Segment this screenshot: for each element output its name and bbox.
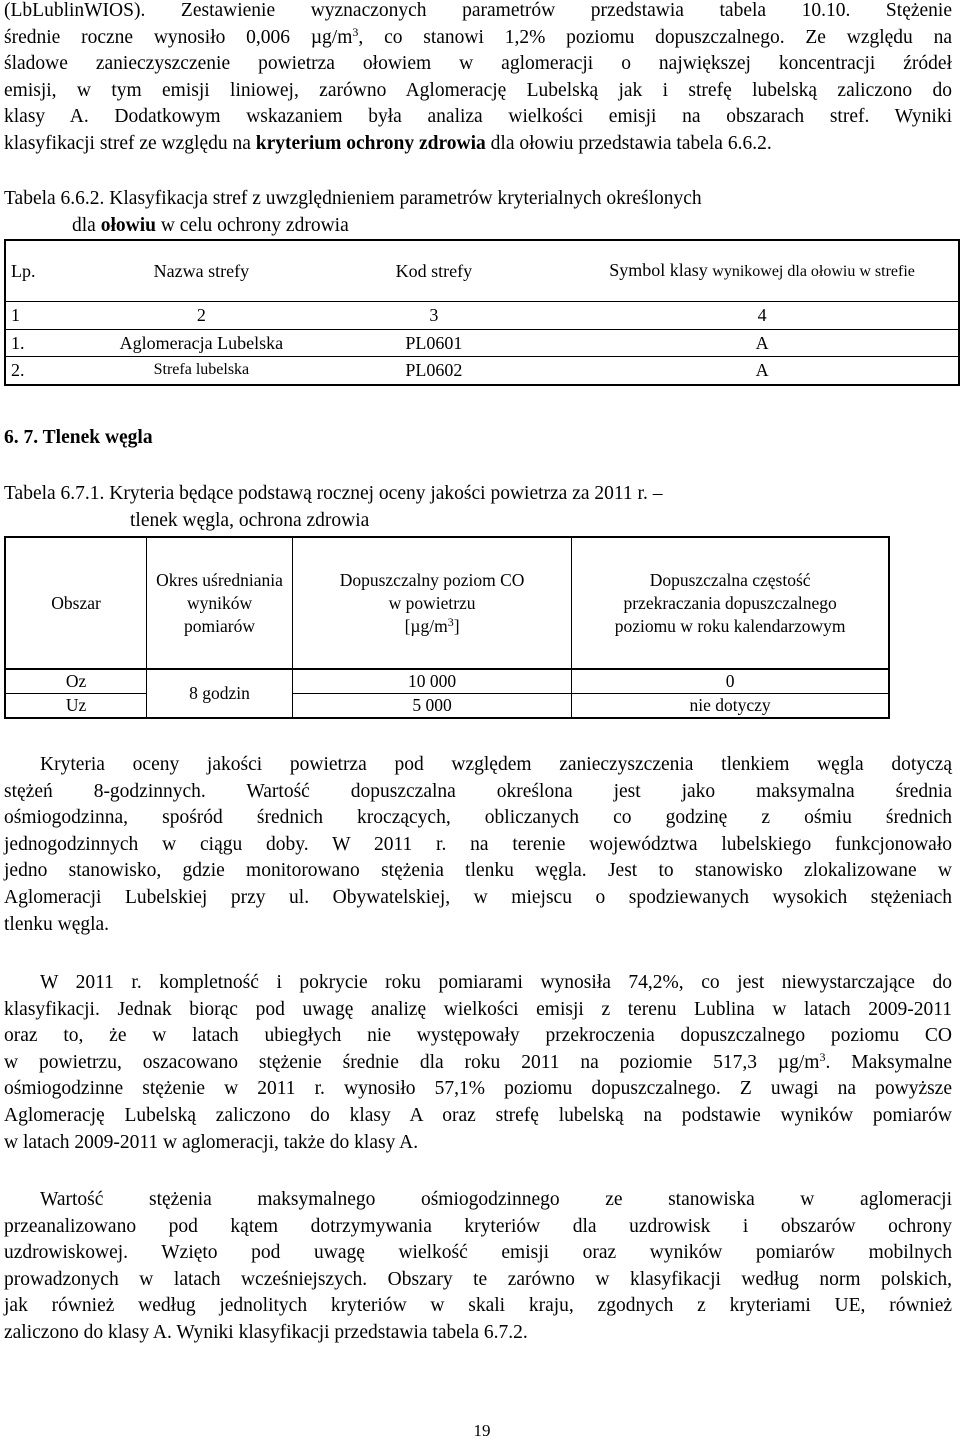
section-heading: 6. 7. Tlenek węgla	[4, 427, 153, 448]
text-line: jak również według jednolitych kryteriów w skali kraju, zgodnych z kryteriami UE, również	[4, 1295, 952, 1317]
text-line: Aglomeracji Lubelskiej przy ul. Obywatelskiej, w miejscu o spodziewanych wysokich stężeniach	[4, 886, 952, 908]
text-line: przeanalizowano pod kątem dotrzymywania kryteriów dla uzdrowisk i obszarów ochrony	[4, 1215, 952, 1237]
table-cell: 2	[101, 302, 301, 330]
paragraph-2	[4, 970, 952, 1156]
table-cell: 4	[566, 302, 959, 330]
table-row	[5, 357, 959, 385]
table-row	[5, 669, 889, 694]
table-cell: Strefa lubelska	[101, 357, 301, 385]
table-cell: 10 000	[292, 669, 571, 694]
text-line: W 2011 r. kompletność i pokrycie roku pomiarami wynosiła 74,2%, co jest niewystarczające do	[40, 972, 952, 993]
text-line: zaliczono do klasy A. Wyniki klasyfikacji przedstawia tabela 6.7.2.	[4, 1321, 528, 1343]
table-cell: Uz	[65, 695, 87, 715]
text-line: tlenku węgla.	[4, 913, 110, 935]
table-cell: 1	[5, 302, 101, 330]
table-cell: A	[566, 329, 959, 357]
table-cell: Aglomeracja Lubelska	[101, 329, 301, 357]
text-line: jedno stanowisko, gdzie monitorowano stężenia tlenku węgla. Jest to stanowisko zlokalizowane w	[4, 860, 952, 882]
text-line: Wartość stężenia maksymalnego ośmiogodzinnego ze stanowiska w aglomeracji	[40, 1189, 952, 1210]
table1-caption-line2: dla ołowiu w celu ochrony zdrowia	[72, 214, 349, 236]
table-row	[5, 329, 959, 357]
page-number: 19	[473, 1421, 491, 1440]
table2-caption-line2: tlenek węgla, ochrona zdrowia	[130, 509, 370, 531]
table1-caption	[4, 186, 702, 239]
intro-line-4: emisji, w tym emisji liniowej, zarówno Aglomerację Lubelską jak i strefę lubelską zaliczono do	[4, 79, 952, 101]
header-zone-code: Kod strefy	[395, 260, 473, 281]
table-cell: 8 godzin	[147, 669, 293, 718]
table2-header-row	[5, 537, 889, 669]
text-line: jednogodzinnych w ciągu doby. W 2011 r. na terenie województwa lubelskiego funkcjonowało	[4, 833, 952, 855]
table1-number-row	[5, 302, 959, 330]
co-criteria-table	[4, 536, 890, 719]
table-cell: PL0602	[302, 357, 567, 385]
table-cell: Oz	[5, 669, 147, 694]
text-line: ośmiogodzinne stężenie w 2011 r. wynosiło 57,1% poziomu dopuszczalnego. Z uwagi na powyższe	[4, 1078, 952, 1100]
table-cell: nie dotyczy	[572, 694, 889, 719]
text-line: w powietrzu, oszacowano stężenie średnie dla roku 2011 na poziomie 517,3 $\mu g/m^3$. Maksymalne	[4, 1049, 952, 1073]
table-row	[5, 694, 889, 719]
table-cell: 3	[302, 302, 567, 330]
text-line: w latach 2009-2011 w aglomeracji, także do klasy A.	[4, 1131, 419, 1153]
table-cell: A	[566, 357, 959, 385]
table-cell: 2.	[5, 357, 101, 385]
lead-classification-table	[4, 239, 960, 386]
header-exceedance-frequency: Dopuszczalna częstość przekraczania dopuszczalnego poziomu w roku kalendarzowym	[572, 537, 889, 669]
table1-header-row	[5, 240, 959, 302]
table-cell: 1.	[5, 329, 101, 357]
intro-paragraph	[4, 0, 952, 158]
paragraph-1	[4, 752, 952, 938]
paragraph-3	[4, 1187, 952, 1347]
table-cell: PL0601	[302, 329, 567, 357]
text-line: stężeń 8-godzinnych. Wartość dopuszczalna określona jest jako maksymalna średnia	[4, 780, 952, 802]
intro-line-2: średnie roczne wynosiło 0,006 $\mu g/m^3$, co stanowi 1,2% poziomu dopuszczalnego. Ze względu na	[4, 24, 952, 48]
intro-line-1: (LbLublinWIOS). Zestawienie wyznaczonych parametrów przedstawia tabela 10.10. Stężenie	[4, 0, 952, 21]
table-cell: 5 000	[292, 694, 571, 719]
intro-line-3: śladowe zanieczyszczenie powietrza ołowiem w aglomeracji o największej koncentracji źródeł	[4, 53, 952, 75]
table2-caption-line1: Tabela 6.7.1. Kryteria będące podstawą rocznej oceny jakości powietrza za 2011 r. –	[4, 483, 663, 504]
text-line: Kryteria oceny jakości powietrza pod względem zanieczyszczenia tlenkiem węgla dotyczą	[40, 754, 952, 775]
header-averaging-period: Okres uśredniania wyników pomiarów	[147, 537, 293, 669]
header-lp: Lp.	[11, 260, 36, 281]
text-line: oraz to, że w latach ubiegłych nie występowały przekroczenia dopuszczalnego poziomu CO	[4, 1025, 952, 1047]
intro-line-6: klasyfikacji stref ze względu na kryterium ochrony zdrowia dla ołowiu przedstawia tabela 6.6.2.	[4, 132, 772, 154]
text-line: uzdrowiskowej. Wzięto pod uwagę wielkość emisji oraz wyników pomiarów mobilnych	[4, 1242, 952, 1264]
text-line: Aglomerację Lubelską zaliczono do klasy A oraz strefę lubelską na podstawie wyników pomiarów	[4, 1104, 952, 1126]
intro-line-5: klasy A. Dodatkowym wskazaniem była analiza wielkości emisji na obszarach stref. Wyniki	[4, 106, 952, 128]
text-line: klasyfikacji. Jednak biorąc pod uwagę analizę wielkości emisji z terenu Lublina w latach 2009-2011	[4, 998, 952, 1020]
header-class-symbol: Symbol klasy wynikowej dla ołowiu w strefie	[609, 259, 915, 280]
table2-caption	[4, 481, 662, 534]
text-line: ośmiogodzinna, spośród średnich kroczących, obliczanych co godzinę z ośmiu średnich	[4, 807, 952, 829]
header-area: Obszar	[5, 537, 147, 669]
header-zone-name: Nazwa strefy	[153, 260, 250, 281]
header-permissible-level: Dopuszczalny poziom CO w powietrzu $[\mu g/m^3]$	[292, 537, 571, 669]
table-cell: 0	[572, 669, 889, 694]
table1-caption-line1: Tabela 6.6.2. Klasyfikacja stref z uwzględnieniem parametrów kryterialnych określonych	[4, 188, 702, 209]
text-line: prowadzonych w latach wcześniejszych. Obszary te zarówno w klasyfikacji według norm polskich,	[4, 1268, 952, 1290]
